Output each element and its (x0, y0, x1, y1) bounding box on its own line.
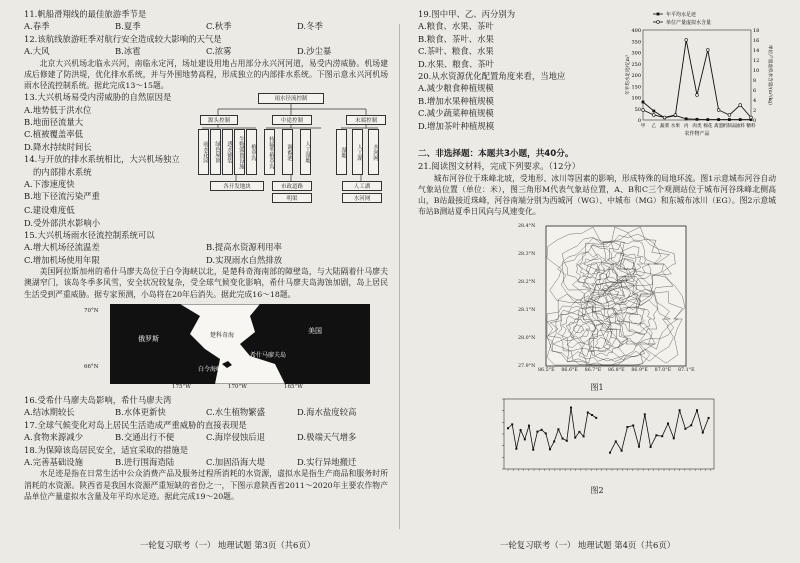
node-rain-garden: 雨水花园 (198, 129, 209, 175)
chart-point-square (696, 118, 699, 121)
passage-airport: 北京大兴机场北临永兴河，南临永定河，场址建设用地占用部分永兴河河道，易受内涝威胁。机场建成后修建了防洪堤，优化排水系统，并与外围地势高程，形成独立的内部排水系统。下图示意永兴河机场雨水径流控制系统。据此完成13～15题。 (24, 58, 388, 91)
wind-point (574, 436, 576, 438)
fig1-caption: 图1 (590, 382, 604, 392)
fig1-lat-tick: 28.2°N (518, 279, 536, 285)
q15-b: B.提高水资源利用率 (206, 242, 282, 253)
q19-b: B.粮食、茶叶、水果 (418, 33, 494, 44)
q16-b: B.水体更新快 (115, 407, 166, 418)
q17-options (24, 431, 388, 443)
q17-b: B.交通出行不便 (115, 432, 175, 443)
chart-right-tick: 10 (753, 68, 760, 74)
fig1-lon-tick: 87.0°E (654, 367, 672, 373)
node-source-control: 源头控制 (200, 115, 238, 125)
q18-options (24, 456, 388, 468)
chart-point-circle (750, 116, 753, 119)
fig1-lon-tick: 86.7°E (584, 367, 602, 373)
chart-right-tick: 14 (753, 48, 760, 54)
q18-b: B.进行围海造陆 (115, 456, 175, 467)
topo-contour-map (518, 224, 688, 376)
chart-left-tick: 100 (631, 95, 641, 102)
map-label-chukchi: 楚科奇海 (210, 331, 235, 339)
q14-a: A.下渗速度快 (24, 179, 75, 190)
q14-c: C.建设难度低 (24, 205, 75, 216)
wind-point (690, 424, 692, 426)
chart-category-label: 甲 (640, 124, 646, 129)
fig1-lon-tick: 86.5°E (538, 367, 555, 373)
chart-point-circle (717, 109, 720, 112)
wind-point (515, 447, 517, 449)
node-artificial-wetland: 人工湿地 (300, 129, 311, 175)
q17-c: C.海岸侵蚀后退 (206, 432, 266, 443)
fig1-lon-tick: 87.1°E (678, 367, 695, 373)
map-lon-175: 175°W (172, 383, 191, 390)
chart-point-circle (674, 114, 677, 117)
fig1-lat-tick: 27.9°N (518, 363, 536, 369)
chart-point-circle (739, 104, 742, 107)
map-label-bering: 白令海峡 (198, 365, 223, 373)
q14-b: B.地下径流污染严重 (24, 191, 100, 202)
q13-a: A.地势低于洪水位 (24, 104, 92, 115)
chart-point-circle (663, 116, 666, 119)
wind-point (532, 448, 534, 450)
chart-category-label: 丙 (683, 124, 689, 129)
wind-point (655, 434, 657, 436)
fig1-lon-tick: 86.9°E (631, 367, 648, 373)
chart-right-tick: 4 (753, 98, 757, 104)
q14-d: D.受外部洪水影响小 (24, 217, 101, 228)
node-midway-control: 中途控制 (272, 115, 312, 125)
node-permeable-paving: 透水铺装 (222, 129, 233, 175)
node-bioretention: 生物滞留设施 (234, 129, 245, 175)
q12-d: D.沙尘暴 (297, 46, 332, 57)
chart-right-tick: 18 (753, 28, 760, 34)
q18-stem: 18.为保障该岛居民安全，适宜采取的措施是 (24, 444, 189, 455)
right-page (400, 0, 800, 563)
fig1-lon-tick: 86.6°E (561, 367, 578, 373)
chart-left-tick: 50 (634, 106, 641, 113)
chart-point-circle (696, 94, 699, 97)
q12-b: B.冰雹 (115, 46, 141, 57)
q11-options (24, 20, 388, 32)
q12-stem: 12.该航线旅游旺季对航行安全造成较大影响的天气是 (24, 33, 222, 44)
q20-b: B.增加水果种植规模 (418, 95, 494, 106)
map-lon-165: 165°W (284, 383, 303, 390)
q18-a: A.完善基础设施 (24, 456, 83, 467)
q16-options (24, 406, 388, 418)
q11-d: D.冬季 (297, 21, 323, 32)
wind-point (667, 422, 669, 424)
wind-point (609, 451, 611, 453)
chart-right-tick: 0 (753, 118, 757, 124)
q12-c: C.浓雾 (206, 46, 232, 57)
wind-point (595, 416, 597, 418)
wind-point (587, 411, 589, 413)
q20-c: C.减少蔬菜种植规模 (418, 108, 494, 119)
q18-d: D.实行异地搬迁 (297, 456, 357, 467)
q15-options-row1 (24, 241, 388, 253)
chart-point-square (739, 118, 742, 121)
wind-point (511, 423, 513, 425)
bering-map (84, 304, 370, 390)
wind-series-line (610, 410, 709, 452)
passage-water-footprint: 水足迹是指在日常生活中公众消费产品及服务过程所消耗的水资源，虚拟水是指生产商品和服务时所消耗的水资源。陕西省是我国水资源严重短缺的省份之一，下图示意陕西省2011～2020年主要农作物产品单位产量虚拟水含量及年平均水足迹。据此完成19～20题。 (24, 469, 388, 501)
node-lake: 人工湖 (352, 129, 363, 175)
wind-point (708, 417, 710, 419)
q16-d: D.海水盐度较高 (297, 407, 357, 418)
chart-point-square (652, 110, 655, 113)
q13-b: B.地面径流量大 (24, 117, 84, 128)
chart-point-square (706, 118, 709, 121)
wind-point (684, 427, 686, 429)
q17-d: D.极端天气增多 (297, 432, 357, 443)
wind-speed-chart (490, 395, 720, 483)
q17-stem: 17.全球气候变化对岛上居民生活造成严重威胁的直接表现是 (24, 419, 247, 430)
wind-point (644, 413, 646, 415)
chart-right-tick: 12 (753, 58, 760, 64)
q19-20-block (418, 8, 776, 148)
node-wetland: 湿地 (336, 129, 347, 175)
q15-options-row2 (24, 254, 388, 266)
wind-frame (504, 399, 714, 469)
section-title-nonchoice: 二、非选择题：本题共3小题，共40分。 (418, 149, 574, 159)
chart-left-tick: 0 (637, 118, 641, 124)
wind-point (566, 439, 568, 441)
wind-point (591, 414, 593, 416)
q13-stem: 13.大兴机场易受内涝威胁的自然原因是 (24, 92, 172, 103)
map-lat-70: 70°N (84, 307, 99, 314)
chart-point-circle (728, 114, 731, 117)
node-river-network: 水河网 (368, 129, 379, 175)
chart-category-label: 禽蛋 (713, 124, 724, 129)
q12-a: A.大风 (24, 46, 50, 57)
chart-category-label: 油料 (735, 124, 745, 129)
chart-point-square (717, 118, 720, 121)
q13-14-block (24, 91, 388, 206)
node-end-control: 末端控制 (346, 115, 386, 125)
wind-point (524, 438, 526, 440)
q16-stem: 16.受希什马廖夫岛影响，希什马廖夫湾 (24, 394, 172, 405)
wind-point (557, 428, 559, 430)
q20-d: D.增加茶叶种植规模 (418, 120, 495, 131)
passage-shishmaref: 美国阿拉斯加州的希什马廖夫岛位于白令海峡以北，是楚科奇海南部的障壁岛，与大陆隔着什马廖夫澳湖窄门，该岛冬季多风雪，安全状况较复杂，受全球气候变化影响，希什马廖夫岛海蚀加剧，岛上居民生活受到严重威胁。据专家预测，小岛将在20年后消失。据此完成16～18题。 (24, 267, 388, 299)
map-label-shishmaref: 希什马廖夫岛 (250, 351, 287, 359)
q11-stem: 11.帆船滑翔线的最佳旅游季节是 (24, 9, 147, 19)
legend-marker-1 (657, 13, 660, 16)
wind-point (536, 430, 538, 432)
wind-point (545, 432, 547, 434)
node-grass-swale: 植草沟 (246, 129, 257, 175)
chart-right-tick: 6 (753, 88, 757, 94)
chart-point-circle (685, 39, 688, 42)
wind-point (520, 429, 522, 431)
wind-series-line (508, 407, 596, 449)
fig1-lat-tick: 28.0°N (518, 335, 536, 341)
q19-c: C.茶叶、粮食、水果 (418, 46, 494, 57)
map-graphic (110, 304, 370, 384)
wind-point (583, 435, 585, 437)
wind-point (553, 440, 555, 442)
wind-point (562, 437, 564, 439)
chart-point-circle (642, 109, 645, 112)
fig1-topomap (518, 223, 695, 384)
q15-a: A.增大机场径流温差 (24, 242, 100, 253)
q15-stem: 15.大兴机场雨水径流控制系统可以 (24, 230, 155, 241)
chart-left-tick: 350 (631, 39, 641, 46)
topo-frame (546, 226, 686, 366)
q11-a: A.春季 (24, 21, 50, 32)
chart-point-square (642, 101, 645, 104)
chart-series-line (643, 102, 751, 120)
wind-point (570, 406, 572, 408)
chart-left-axis-title: 年平均水足迹/亿m³ (626, 55, 631, 95)
q20-a: A.减少粮食种植规模 (418, 83, 494, 94)
q12-options (24, 45, 388, 57)
wind-point (626, 426, 628, 428)
chart-series-line (643, 40, 751, 118)
chart-category-label: 糖料 (746, 124, 756, 129)
q19-stem: 19.图中甲、乙、丙分别为 (418, 9, 516, 19)
chart-point-square (685, 117, 688, 120)
q13-c: C.植被覆盖率低 (24, 129, 84, 140)
map-lat-66: 66°N (84, 363, 99, 370)
q16-a: A.结冰期较长 (24, 407, 75, 418)
chart-right-tick: 2 (753, 108, 757, 114)
q14-stem2: 的内部排水系统 (33, 166, 92, 177)
q19-d: D.水果、粮食、茶叶 (418, 58, 495, 69)
chart-point-circle (652, 114, 655, 117)
q19-a: A.粮食、水果、茶叶 (418, 21, 494, 32)
legend-label-2: 单位产量虚拟水含量 (666, 20, 712, 26)
q21-stem: 21.阅读图文材料，完成下列要求。（12分） (418, 161, 581, 172)
map-lon-170: 170°W (228, 383, 247, 390)
wind-point (638, 445, 640, 447)
chart-left-tick: 400 (631, 28, 641, 34)
footer-page4: 一轮复习联考（一） 地理试题 第4页（共6页） (500, 540, 676, 550)
wind-point (541, 428, 543, 430)
q18-c: C.加固沿海大堤 (206, 456, 266, 467)
chart-category-label: 乙 (651, 124, 657, 129)
q20-stem: 20.从水资源优化配置角度来看，当地应 (418, 71, 566, 82)
q14-stem: 14.与开放的排水系统相比，大兴机场独立 (24, 154, 180, 165)
chart-category-label: 蔬菜 (659, 124, 670, 129)
wind-point (650, 446, 652, 448)
q13-d: D.降水持续时间长 (24, 141, 92, 152)
chart-category-label: 肉类 (692, 124, 702, 129)
wind-point (702, 431, 704, 433)
q11-c: C.秋季 (206, 21, 232, 32)
node-open-channel: 明渠 (272, 193, 312, 203)
wind-point (696, 409, 698, 411)
map-label-usa: 美国 (308, 326, 322, 335)
node-lake-bottom: 人工湖 (342, 181, 382, 191)
node-municipal-road: 市政道路 (272, 181, 312, 191)
q17-a: A.食物来源减少 (24, 432, 83, 443)
q15-c: C.增加机场使用年限 (24, 254, 100, 265)
footer-page3: 一轮复习联考（一） 地理试题 第3页（共6页） (140, 540, 316, 550)
node-transfer-swale: 转输型植草沟 (264, 129, 275, 175)
legend-label-1: 年平均水足迹 (666, 12, 697, 18)
chart-left-tick: 300 (631, 50, 641, 57)
fig2-wind-chart (490, 395, 720, 483)
chart-right-tick: 8 (753, 78, 757, 84)
fig1-lat-tick: 28.4°N (518, 223, 536, 229)
passage-rongbuk: 城布河谷位于珠峰北坡，受地形、冰川等因素的影响，形成特殊的局地环流。图1示意城布河谷自动气象站位置（单位：米），图三角形M代表气象站位置，A、B和C三个观测站位于城布河谷珠峰北侧高山，B站最接近珠峰，河谷南端分别为西城河（WG）、中城布（MG）和东城布冰川（EG）。图2示意城布站B测站夏季日风向与风速变化。 (418, 173, 776, 217)
wind-point (679, 409, 681, 411)
chart-point-square (728, 118, 731, 121)
fig1-lat-tick: 28.1°N (518, 307, 536, 313)
node-storage-tank: 调蓄池 (282, 129, 293, 175)
wind-point (621, 449, 623, 451)
q16-c: C.水生植物繁盛 (206, 407, 266, 418)
wind-point (578, 431, 580, 433)
fig2-caption: 图2 (590, 485, 604, 495)
wind-point (661, 435, 663, 437)
chart-left-tick: 250 (631, 61, 641, 68)
q15-d: D.实现雨水自然排放 (206, 254, 283, 265)
water-footprint-chart (623, 8, 773, 148)
wind-point (673, 437, 675, 439)
chart-category-label: 奶制品 (722, 124, 737, 129)
chart-category-label: 棉花 (703, 124, 713, 129)
node-green-roof: 绿色屋顶 (210, 129, 221, 175)
wind-point (507, 427, 509, 429)
chart-category-label: 水果 (670, 124, 681, 129)
wind-point (549, 448, 551, 450)
fig1-lon-tick: 86.8°E (608, 367, 625, 373)
chart-right-axis-title: 单位产量虚拟水含量/(m³/kg) (767, 45, 772, 105)
wind-point (615, 440, 617, 442)
runoff-control-diagram (196, 91, 386, 206)
water-footprint-chart-svg (623, 8, 773, 148)
legend-marker-2 (657, 21, 660, 24)
chart-left-tick: 150 (631, 84, 641, 91)
node-river-bottom: 水河网 (342, 193, 382, 203)
node-runoff-control: 雨水径流控制 (258, 93, 324, 104)
chart-left-tick: 200 (631, 73, 641, 79)
wind-point (528, 424, 530, 426)
fig1-lat-tick: 28.3°N (518, 251, 536, 257)
chart-point-circle (706, 49, 709, 52)
chart-x-title: 农作物产品 (684, 131, 710, 137)
map-label-russia: 俄罗斯 (138, 334, 159, 343)
chart-plot-frame (643, 30, 751, 120)
node-dev-plots: 各开发地块 (210, 181, 264, 191)
wind-point (632, 424, 634, 426)
q11-b: B.夏季 (115, 21, 141, 32)
chart-right-tick: 16 (753, 38, 760, 44)
